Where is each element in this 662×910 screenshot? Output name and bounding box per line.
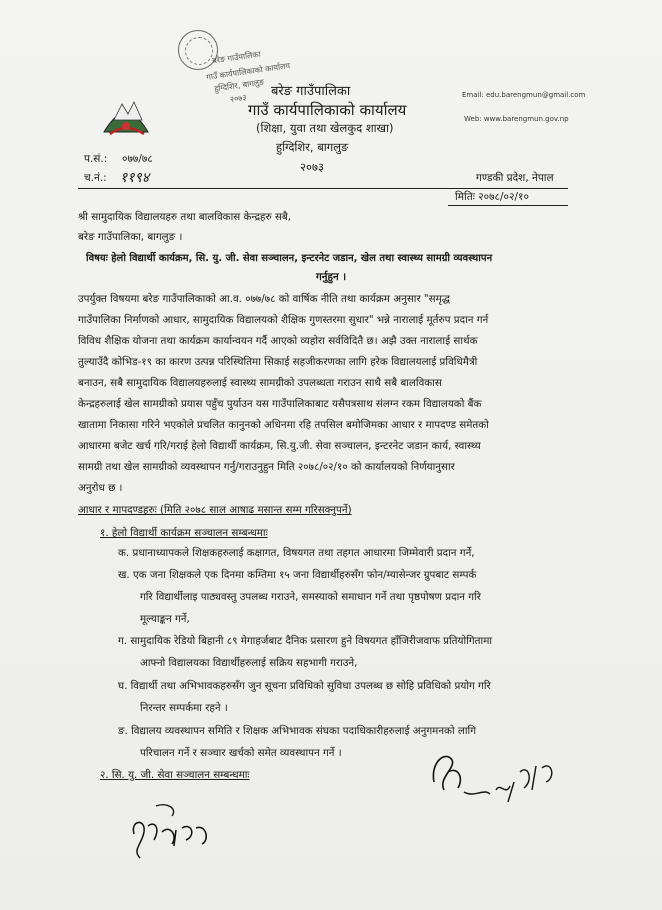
item-ka: क. प्रधानाध्यापकले शिक्षकहरुलाई कक्षागत, विषयगत तथा तहगत आधारमा जिम्मेवारी प्रदान गर्ने, bbox=[118, 547, 475, 559]
item-gha-line: घ. विद्यार्थी तथा अभिभावकहरुसँग जुन सूचना प्रविधिको सुविधा उपलब्ध छ सोहि प्रविधिको प्रयोग गरि bbox=[118, 680, 491, 692]
para-line: गाउँपालिका निर्माणको आधार, सामुदायिक विद्यालयको शैक्षिक गुणस्तरमा सुधार" भन्ने नारालाई मूर्तरुप प्रदान गर्न bbox=[78, 314, 489, 326]
cn-label: च.नं.: bbox=[84, 172, 107, 184]
ps-value: ०७७/७८ bbox=[122, 153, 153, 165]
para-line: तुल्याउँदै कोभिड-१९ का कारण उत्पन्न परिस्थितिमा सिकाई सहजीकरणका लागि हरेक विद्यालयलाई प्रविधिमैत्री bbox=[78, 356, 478, 368]
para-line: सामग्री तथा खेल सामग्रीको व्यवस्थापन गर्नु/गराउनुहुन मिति २०७८/०२/१० को कार्यालयको निर्णयानुसार bbox=[78, 461, 455, 473]
stamp-line3: हुग्दिशिर, बागलुङ bbox=[213, 77, 265, 94]
header-branch: (शिक्षा, युवा तथा खेलकुद शाखा) bbox=[256, 121, 394, 135]
signature-right-icon bbox=[424, 742, 584, 806]
para-line: बनाउन, सबै सामुदायिक विद्यालयहरुलाई स्वास्थ्य सामग्रीको उपलब्धता गराउन साथै सबै बालविकास bbox=[78, 377, 442, 389]
section2-title: २. सि. यु. जी. सेवा सञ्चालन सम्बन्धमाः bbox=[100, 769, 250, 781]
item-kha-line: मूल्याङ्कन गर्ने, bbox=[140, 613, 190, 625]
nepal-emblem-icon bbox=[100, 92, 152, 140]
cn-value: ११९४ bbox=[120, 170, 150, 186]
header-province: गण्डकी प्रदेश, नेपाल bbox=[476, 172, 554, 184]
recipient-line2: बरेङ गाउँपालिका, बागलुङ । bbox=[78, 231, 183, 243]
para-line: अनुरोध छ । bbox=[78, 482, 123, 494]
subject-line1: विषयः हेलो विद्यार्थी कार्यक्रम, सि. यु. जी. सेवा सञ्चालन, इन्टरनेट जडान, खेल तथा स्वास्थ्य सामग्री व्यवस्थापन bbox=[86, 253, 493, 264]
para-line: विविध शैक्षिक योजना तथा कार्यक्रम कार्यान्वयन गर्दै आएको व्यहोरा सर्वविदितै छ। अझै उक्त नारालाई सार्थक bbox=[78, 335, 478, 347]
date-rule bbox=[448, 205, 568, 206]
header-email: Email: edu.barengmun@gmail.com bbox=[462, 91, 586, 99]
header-office: गाउँ कार्यपालिकाको कार्यालय bbox=[248, 101, 407, 119]
header-year: २०७३ bbox=[300, 160, 324, 174]
ps-label: प.सं.: bbox=[84, 153, 108, 165]
item-ga-line: ग. सामुदायिक रेडियो बिहानी ८९ मेगाहर्जबाट दैनिक प्रसारण हुने विषयगत हाँजिरीजवाफ प्रतियोगितामा bbox=[118, 635, 493, 647]
header-address: हुग्दिशिर, बागलुङ bbox=[276, 140, 349, 154]
signature-left-icon bbox=[126, 800, 226, 870]
item-nga-line: ङ. विद्यालय व्यवस्थापन समिति र शिक्षक अभिभावक संघका पदाधिकारीहरुलाई अनुगमनको लागि bbox=[118, 725, 477, 737]
subject-line2: गर्नुहुन । bbox=[316, 271, 347, 283]
header-rule bbox=[78, 188, 568, 189]
item-ga-line: आफ्नो विद्यालयका विद्यार्थीहरुलाई सक्रिय सहभागी गराउने, bbox=[140, 657, 358, 669]
section1-title: १. हेलो विद्यार्थी कार्यक्रम सञ्चालन सम्बन्धमाः bbox=[100, 527, 268, 539]
stamp-line4: २०७३ bbox=[229, 92, 248, 105]
item-kha-line: ख. एक जना शिक्षकले एक दिनमा कम्तिमा १५ जना विद्यार्थीहरुसँग फोन/म्यासेन्जर ग्रुपबाट सम्पर्क bbox=[118, 569, 477, 581]
header-org: बरेङ गाउँपालिका bbox=[271, 84, 351, 99]
header-web: Web: www.barengmun.gov.np bbox=[464, 115, 569, 123]
criteria-heading: आधार र मापदण्डहरुः (मिति २०७८ साल आषाढ मसान्त सम्म गरिसक्नुपर्ने) bbox=[78, 504, 352, 516]
stamp-line1: बरेङ गाउँपालिका bbox=[211, 49, 262, 66]
item-kha-line: गरि विद्यार्थीलाइ पाठ्यवस्तु उपलब्ध गराउने, समस्याको समाधान गर्ने तथा पृष्ठपोषण प्रदान गरि bbox=[140, 591, 481, 603]
letter-date: मितिः २०७८/०२/१० bbox=[455, 191, 529, 203]
recipient-line1: श्री सामुदायिक विद्यालयहरु तथा बालविकास केन्द्रहरु सबै, bbox=[78, 211, 292, 223]
para-line: उपर्युक्त विषयमा बरेङ गाउँपालिकाको आ.व. ०७७/७८ को वार्षिक नीति तथा कार्यक्रम अनुसार "समृद्ध bbox=[78, 293, 451, 305]
para-line: केन्द्रहरुलाई खेल सामग्रीको प्रयास पहुँच पुर्याउन यस गाउँपालिकाबाट यसैपत्रसाथ संलग्न रकम विद्यालयको बैंक bbox=[78, 398, 482, 410]
stamp-line2: गाउँ कार्यपालिकाको कार्यालय bbox=[205, 61, 291, 82]
item-gha-line: निरन्तर सम्पर्कमा रहने । bbox=[140, 702, 228, 714]
para-line: आधारमा बजेट खर्च गरि/गराई हेलो विद्यार्थी कार्यक्रम, सि.यु.जी. सेवा सञ्चालन, इन्टरनेट जडान कार्य, स्वास्थ्य bbox=[78, 440, 481, 452]
item-nga-line: परिचालन गर्ने र सञ्चार खर्चको समेत व्यवस्थापन गर्ने । bbox=[140, 747, 342, 759]
para-line: खातामा निकासा गरिने भएकोले प्रचलित कानुनको अधिनमा रहि तपसिल बमोजिमका आधार र मापदण्ड समेतको bbox=[78, 419, 489, 431]
